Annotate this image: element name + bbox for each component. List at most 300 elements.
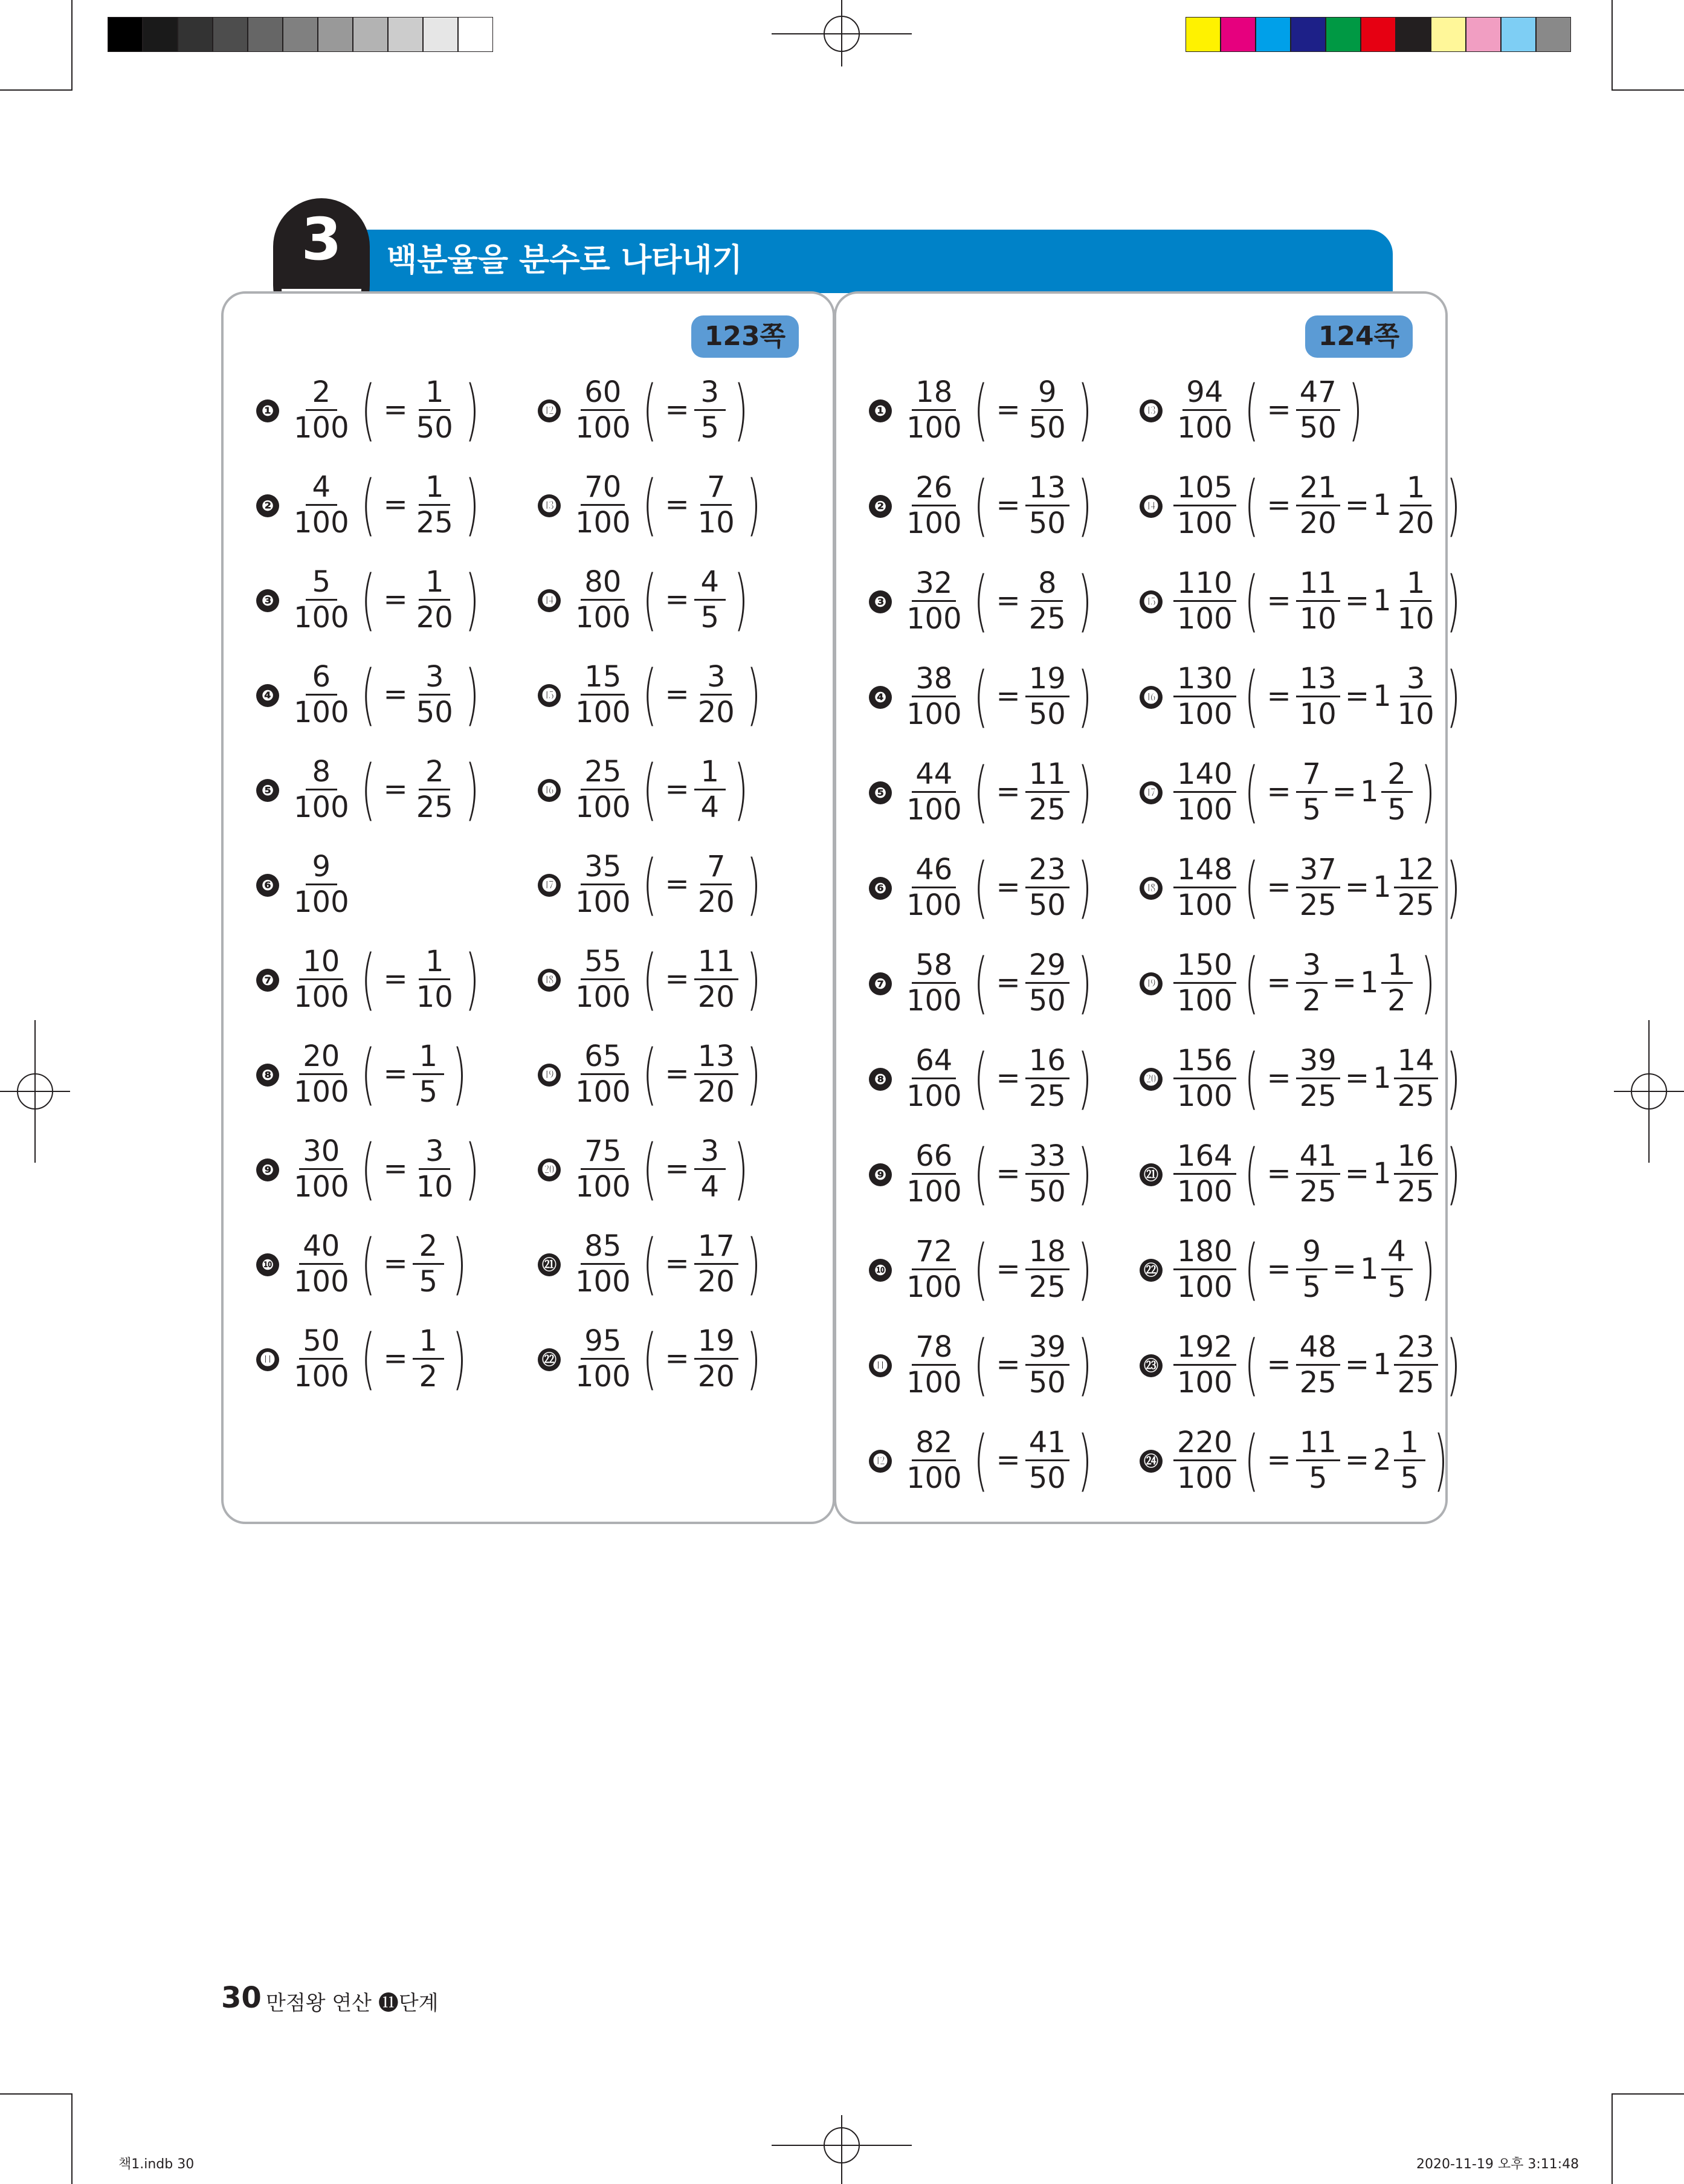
denominator: 100 bbox=[575, 980, 631, 1014]
open-paren: ( bbox=[642, 751, 657, 828]
denominator: 20 bbox=[697, 1074, 735, 1109]
problem-expression bbox=[1171, 755, 1440, 828]
denominator: 25 bbox=[1397, 1079, 1434, 1113]
fraction bbox=[413, 1039, 444, 1109]
fraction bbox=[290, 659, 353, 729]
open-paren: ( bbox=[1244, 467, 1259, 544]
problem-number: ㉒ bbox=[1140, 1259, 1163, 1282]
open-paren: ( bbox=[1244, 944, 1259, 1021]
numerator: 39 bbox=[1025, 1333, 1069, 1366]
fraction bbox=[1025, 1139, 1069, 1209]
problem-expression bbox=[569, 468, 767, 541]
numerator: 2 bbox=[419, 757, 450, 790]
open-paren: ( bbox=[973, 1039, 988, 1117]
numerator: 1 bbox=[1381, 951, 1413, 984]
gray-swatch-strip bbox=[108, 17, 493, 52]
close-paren: ) bbox=[746, 940, 761, 1018]
fraction bbox=[1025, 1425, 1069, 1495]
mixed-whole: 2 bbox=[1373, 1443, 1392, 1477]
denominator: 100 bbox=[575, 885, 631, 919]
problem-number: ⓱ bbox=[1140, 781, 1163, 804]
numerator: 7 bbox=[700, 473, 732, 506]
fraction bbox=[572, 849, 634, 919]
numerator: 70 bbox=[581, 473, 625, 506]
equals-sign: = bbox=[1344, 1348, 1370, 1381]
open-paren: ( bbox=[361, 751, 375, 828]
equals-sign: = bbox=[1332, 1252, 1357, 1286]
open-paren: ( bbox=[642, 1320, 657, 1397]
open-paren: ( bbox=[642, 845, 657, 923]
problem-number: ⓯ bbox=[538, 684, 561, 707]
denominator: 100 bbox=[294, 790, 349, 824]
fraction bbox=[413, 944, 457, 1014]
numerator: 44 bbox=[912, 760, 956, 793]
fraction bbox=[1296, 757, 1328, 827]
denominator: 100 bbox=[575, 600, 631, 635]
denominator: 100 bbox=[294, 1074, 349, 1109]
open-paren: ( bbox=[361, 561, 375, 638]
numerator: 148 bbox=[1173, 855, 1236, 888]
close-paren: ) bbox=[1077, 753, 1092, 830]
fraction bbox=[290, 944, 353, 1014]
denominator: 50 bbox=[1028, 888, 1066, 922]
denominator: 100 bbox=[575, 1169, 631, 1204]
denominator: 100 bbox=[1177, 601, 1233, 636]
close-paren: ) bbox=[465, 561, 480, 638]
denominator: 50 bbox=[1028, 983, 1066, 1018]
close-paren: ) bbox=[746, 1225, 761, 1302]
fraction bbox=[694, 754, 726, 824]
book-title: 만점왕 연산 ⓫단계 bbox=[266, 1991, 439, 2015]
fraction bbox=[1296, 661, 1340, 731]
crop-mark bbox=[0, 89, 71, 91]
fraction bbox=[413, 375, 457, 445]
open-paren: ( bbox=[973, 467, 988, 544]
equals-sign: = bbox=[1344, 1157, 1370, 1191]
numerator: 11 bbox=[1296, 1428, 1340, 1461]
close-paren: ) bbox=[1077, 657, 1092, 735]
fraction bbox=[1173, 566, 1236, 636]
close-paren: ) bbox=[1421, 944, 1435, 1021]
denominator: 100 bbox=[294, 1169, 349, 1204]
denominator: 100 bbox=[906, 697, 962, 731]
close-paren: ) bbox=[746, 1035, 761, 1113]
fraction bbox=[903, 948, 966, 1018]
problem-number: ⓭ bbox=[1140, 399, 1163, 422]
equals-sign: = bbox=[383, 1152, 408, 1186]
color-swatch bbox=[1361, 17, 1396, 52]
close-paren: ) bbox=[1446, 848, 1460, 926]
problem-number: ⓬ bbox=[869, 1450, 892, 1473]
fraction bbox=[1394, 1043, 1438, 1113]
close-paren: ) bbox=[465, 940, 480, 1018]
numerator: 32 bbox=[912, 569, 956, 602]
problem-number: ⓯ bbox=[1140, 590, 1163, 613]
equals-sign: = bbox=[665, 677, 689, 711]
color-swatch bbox=[143, 17, 178, 52]
equals-sign: = bbox=[1344, 584, 1370, 618]
numerator: 4 bbox=[694, 567, 726, 601]
fraction bbox=[1025, 375, 1069, 445]
numerator: 29 bbox=[1025, 951, 1069, 984]
problem-number: ⓳ bbox=[538, 1064, 561, 1087]
fraction bbox=[1173, 470, 1236, 540]
fraction bbox=[1173, 1234, 1236, 1304]
problem-number: ❶ bbox=[869, 399, 892, 422]
denominator: 100 bbox=[294, 980, 349, 1014]
equals-sign: = bbox=[1344, 870, 1370, 904]
color-swatch bbox=[248, 17, 283, 52]
denominator: 100 bbox=[575, 1264, 631, 1299]
denominator: 100 bbox=[906, 410, 962, 445]
fraction bbox=[290, 564, 353, 635]
close-paren: ) bbox=[1077, 562, 1092, 639]
numerator: 58 bbox=[912, 951, 956, 984]
close-paren: ) bbox=[1077, 944, 1092, 1021]
numerator: 41 bbox=[1025, 1428, 1069, 1461]
denominator: 4 bbox=[700, 1169, 720, 1204]
problem-number: ㉑ bbox=[538, 1253, 561, 1276]
close-paren: ) bbox=[1077, 1135, 1092, 1212]
color-swatch-strip bbox=[1186, 17, 1571, 52]
fraction bbox=[572, 375, 634, 445]
equals-sign: = bbox=[1266, 775, 1291, 809]
equals-sign: = bbox=[383, 962, 408, 996]
problem-expression bbox=[569, 940, 767, 1018]
denominator: 20 bbox=[697, 1264, 735, 1299]
problem-number: ❹ bbox=[869, 686, 892, 709]
fraction bbox=[1025, 948, 1069, 1018]
denominator: 5 bbox=[700, 600, 720, 635]
fraction bbox=[1394, 566, 1438, 636]
color-swatch bbox=[1396, 17, 1431, 52]
problem-number: ㉑ bbox=[1140, 1163, 1163, 1186]
numerator: 78 bbox=[912, 1333, 956, 1366]
numerator: 17 bbox=[694, 1232, 738, 1265]
denominator: 100 bbox=[1177, 506, 1233, 540]
denominator: 100 bbox=[906, 1461, 962, 1495]
fraction bbox=[1025, 661, 1069, 731]
open-paren: ( bbox=[642, 1035, 657, 1113]
day-number: 3 bbox=[301, 205, 342, 273]
problem-expression bbox=[900, 1328, 1098, 1401]
close-paren: ) bbox=[452, 1320, 467, 1397]
numerator: 150 bbox=[1173, 951, 1236, 984]
color-swatch bbox=[1466, 17, 1501, 52]
equals-sign: = bbox=[996, 1252, 1021, 1286]
denominator: 100 bbox=[1177, 1174, 1233, 1209]
close-paren: ) bbox=[465, 371, 480, 448]
mixed-whole: 1 bbox=[1373, 488, 1392, 522]
numerator: 11 bbox=[1296, 569, 1340, 602]
numerator: 10 bbox=[299, 947, 343, 980]
numerator: 11 bbox=[1025, 760, 1069, 793]
equals-sign: = bbox=[1266, 584, 1291, 618]
problem-expression bbox=[900, 946, 1098, 1019]
fraction bbox=[1296, 1329, 1340, 1400]
equals-sign: = bbox=[665, 772, 689, 806]
color-swatch bbox=[1291, 17, 1326, 52]
denominator: 100 bbox=[294, 1359, 349, 1394]
denominator: 50 bbox=[1028, 1461, 1066, 1495]
denominator: 100 bbox=[1177, 888, 1233, 922]
equals-sign: = bbox=[383, 677, 408, 711]
equals-sign: = bbox=[665, 488, 689, 522]
open-paren: ( bbox=[1244, 371, 1259, 448]
crop-mark bbox=[0, 2093, 71, 2095]
numerator: 82 bbox=[912, 1428, 956, 1461]
fraction bbox=[1025, 852, 1069, 922]
numerator: 2 bbox=[1381, 760, 1413, 793]
fraction bbox=[1296, 1043, 1340, 1113]
close-paren: ) bbox=[1421, 1230, 1435, 1308]
problem-expression bbox=[1171, 1328, 1466, 1401]
denominator: 25 bbox=[1299, 1079, 1337, 1113]
denominator: 10 bbox=[1299, 601, 1337, 636]
problem-number: ❾ bbox=[256, 1158, 279, 1181]
open-paren: ( bbox=[973, 753, 988, 830]
denominator: 25 bbox=[1028, 601, 1066, 636]
crop-mark bbox=[71, 2093, 73, 2184]
problem-number: ⓴ bbox=[538, 1158, 561, 1181]
problem-number: ⓰ bbox=[538, 779, 561, 802]
denominator: 10 bbox=[1397, 697, 1434, 731]
fraction bbox=[694, 1323, 738, 1394]
page-number: 30 bbox=[221, 1981, 262, 2015]
numerator: 8 bbox=[1031, 569, 1063, 602]
equals-sign: = bbox=[996, 393, 1021, 427]
fraction bbox=[1025, 1043, 1069, 1113]
numerator: 41 bbox=[1296, 1142, 1340, 1175]
equals-sign: = bbox=[996, 488, 1021, 522]
numerator: 18 bbox=[1025, 1237, 1069, 1270]
color-swatch bbox=[458, 17, 493, 52]
problem-expression bbox=[1171, 1421, 1454, 1499]
fraction bbox=[1025, 566, 1069, 636]
problem-expression bbox=[569, 751, 754, 828]
color-swatch bbox=[213, 17, 248, 52]
fraction bbox=[1173, 1139, 1236, 1209]
denominator: 100 bbox=[906, 1365, 962, 1400]
crop-mark bbox=[1611, 2093, 1613, 2184]
fraction bbox=[1173, 852, 1236, 922]
equals-sign: = bbox=[1266, 966, 1291, 1000]
denominator: 100 bbox=[575, 1359, 631, 1394]
fraction bbox=[1394, 1425, 1425, 1495]
denominator: 100 bbox=[906, 792, 962, 827]
equals-sign: = bbox=[665, 1247, 689, 1281]
numerator: 80 bbox=[581, 567, 625, 601]
denominator: 4 bbox=[700, 790, 720, 824]
fraction bbox=[290, 1134, 353, 1204]
numerator: 64 bbox=[912, 1046, 956, 1079]
problem-expression bbox=[1171, 657, 1466, 735]
fraction bbox=[572, 470, 634, 540]
problem-number: ❽ bbox=[869, 1068, 892, 1091]
fraction bbox=[1173, 948, 1236, 1018]
numerator: 164 bbox=[1173, 1142, 1236, 1175]
problem-number: ⓳ bbox=[1140, 972, 1163, 995]
close-paren: ) bbox=[1348, 371, 1363, 448]
fraction bbox=[572, 1229, 634, 1299]
equals-sign: = bbox=[1332, 966, 1357, 1000]
numerator: 15 bbox=[581, 662, 625, 696]
close-paren: ) bbox=[746, 845, 761, 923]
close-paren: ) bbox=[1077, 371, 1092, 448]
fraction bbox=[290, 849, 353, 919]
problem-number: ❼ bbox=[869, 972, 892, 995]
registration-line bbox=[34, 1020, 36, 1163]
problem-expression bbox=[288, 658, 485, 731]
fraction bbox=[413, 1323, 444, 1394]
numerator: 5 bbox=[306, 567, 337, 601]
open-paren: ( bbox=[642, 561, 657, 638]
denominator: 100 bbox=[575, 505, 631, 540]
page-tag-left: 123쪽 bbox=[691, 315, 799, 358]
numerator: 11 bbox=[694, 947, 738, 980]
fraction bbox=[413, 564, 457, 635]
equals-sign: = bbox=[1266, 1348, 1291, 1381]
open-paren: ( bbox=[1244, 1230, 1259, 1308]
color-swatch bbox=[1501, 17, 1536, 52]
denominator: 10 bbox=[1299, 697, 1337, 731]
fraction bbox=[1394, 852, 1438, 922]
open-paren: ( bbox=[642, 940, 657, 1018]
denominator: 25 bbox=[1397, 1174, 1434, 1209]
open-paren: ( bbox=[361, 371, 375, 448]
problem-expression bbox=[1171, 467, 1466, 544]
problem-number: ❶ bbox=[256, 399, 279, 422]
denominator: 50 bbox=[1028, 410, 1066, 445]
fraction bbox=[903, 1139, 966, 1209]
problem-expression bbox=[288, 563, 485, 636]
color-swatch bbox=[1326, 17, 1361, 52]
mixed-whole: 1 bbox=[1360, 775, 1379, 809]
numerator: 140 bbox=[1173, 760, 1236, 793]
denominator: 100 bbox=[1177, 410, 1233, 445]
open-paren: ( bbox=[361, 656, 375, 733]
numerator: 21 bbox=[1296, 473, 1340, 506]
problem-expression bbox=[288, 940, 485, 1018]
equals-sign: = bbox=[996, 870, 1021, 904]
fraction bbox=[1296, 948, 1328, 1018]
denominator: 100 bbox=[906, 1174, 962, 1209]
problem-expression bbox=[900, 373, 1098, 446]
denominator: 100 bbox=[906, 506, 962, 540]
problem-number: ㉔ bbox=[1140, 1450, 1163, 1473]
fraction bbox=[1173, 1043, 1236, 1113]
fraction bbox=[1025, 1234, 1069, 1304]
fraction bbox=[1173, 661, 1236, 731]
numerator: 20 bbox=[299, 1042, 343, 1075]
close-paren: ) bbox=[1077, 467, 1092, 544]
open-paren: ( bbox=[973, 848, 988, 926]
denominator: 50 bbox=[1299, 410, 1337, 445]
fraction bbox=[1173, 375, 1236, 445]
numerator: 3 bbox=[419, 1137, 450, 1170]
fraction bbox=[903, 661, 966, 731]
problem-expression bbox=[900, 1421, 1098, 1499]
fraction bbox=[903, 470, 966, 540]
numerator: 19 bbox=[694, 1326, 738, 1360]
equals-sign: = bbox=[1266, 488, 1291, 522]
open-paren: ( bbox=[1244, 657, 1259, 735]
equals-sign: = bbox=[1266, 393, 1291, 427]
open-paren: ( bbox=[361, 466, 375, 543]
fraction bbox=[903, 757, 966, 827]
numerator: 3 bbox=[694, 1137, 726, 1170]
close-paren: ) bbox=[1446, 1135, 1460, 1212]
denominator: 25 bbox=[1028, 792, 1066, 827]
denominator: 10 bbox=[697, 505, 735, 540]
numerator: 18 bbox=[912, 378, 956, 411]
numerator: 37 bbox=[1296, 855, 1340, 888]
numerator: 4 bbox=[1381, 1237, 1413, 1270]
equals-sign: = bbox=[996, 584, 1021, 618]
problem-number: ㉓ bbox=[1140, 1354, 1163, 1377]
close-paren: ) bbox=[734, 371, 749, 448]
numerator: 1 bbox=[1400, 473, 1431, 506]
crop-mark bbox=[1613, 89, 1684, 91]
equals-sign: = bbox=[1344, 1443, 1370, 1477]
problem-number: ⓴ bbox=[1140, 1068, 1163, 1091]
fraction bbox=[1381, 1234, 1413, 1304]
numerator: 23 bbox=[1394, 1333, 1438, 1366]
problem-expression bbox=[900, 755, 1098, 828]
open-paren: ( bbox=[361, 940, 375, 1018]
fraction bbox=[290, 754, 353, 824]
close-paren: ) bbox=[1446, 562, 1460, 639]
denominator: 5 bbox=[1400, 1461, 1419, 1495]
problem-expression bbox=[288, 1227, 473, 1300]
fraction bbox=[694, 1039, 738, 1109]
numerator: 3 bbox=[700, 662, 732, 696]
denominator: 100 bbox=[575, 790, 631, 824]
open-paren: ( bbox=[361, 1225, 375, 1302]
color-swatch bbox=[178, 17, 213, 52]
close-paren: ) bbox=[465, 466, 480, 543]
numerator: 2 bbox=[413, 1232, 444, 1265]
problem-expression bbox=[900, 1137, 1098, 1210]
equals-sign: = bbox=[1266, 1157, 1291, 1191]
problem-expression bbox=[569, 1132, 754, 1205]
open-paren: ( bbox=[973, 371, 988, 448]
denominator: 5 bbox=[419, 1264, 438, 1299]
open-paren: ( bbox=[642, 371, 657, 448]
denominator: 2 bbox=[1387, 983, 1406, 1018]
close-paren: ) bbox=[1077, 1326, 1092, 1403]
equals-sign: = bbox=[996, 679, 1021, 713]
numerator: 1 bbox=[694, 757, 726, 790]
denominator: 100 bbox=[906, 888, 962, 922]
numerator: 13 bbox=[694, 1042, 738, 1075]
fraction bbox=[572, 754, 634, 824]
fraction bbox=[413, 659, 457, 729]
fraction bbox=[1025, 757, 1069, 827]
problem-number: ❾ bbox=[869, 1163, 892, 1186]
close-paren: ) bbox=[1077, 848, 1092, 926]
open-paren: ( bbox=[1244, 848, 1259, 926]
fraction bbox=[694, 1134, 726, 1204]
denominator: 50 bbox=[1028, 1174, 1066, 1209]
page-title: 백분율을 분수로 나타내기 bbox=[387, 242, 743, 279]
numerator: 1 bbox=[1400, 569, 1431, 602]
denominator: 25 bbox=[1028, 1270, 1066, 1304]
fraction bbox=[572, 1039, 634, 1109]
numerator: 65 bbox=[581, 1042, 625, 1075]
numerator: 13 bbox=[1025, 473, 1069, 506]
fraction bbox=[903, 566, 966, 636]
